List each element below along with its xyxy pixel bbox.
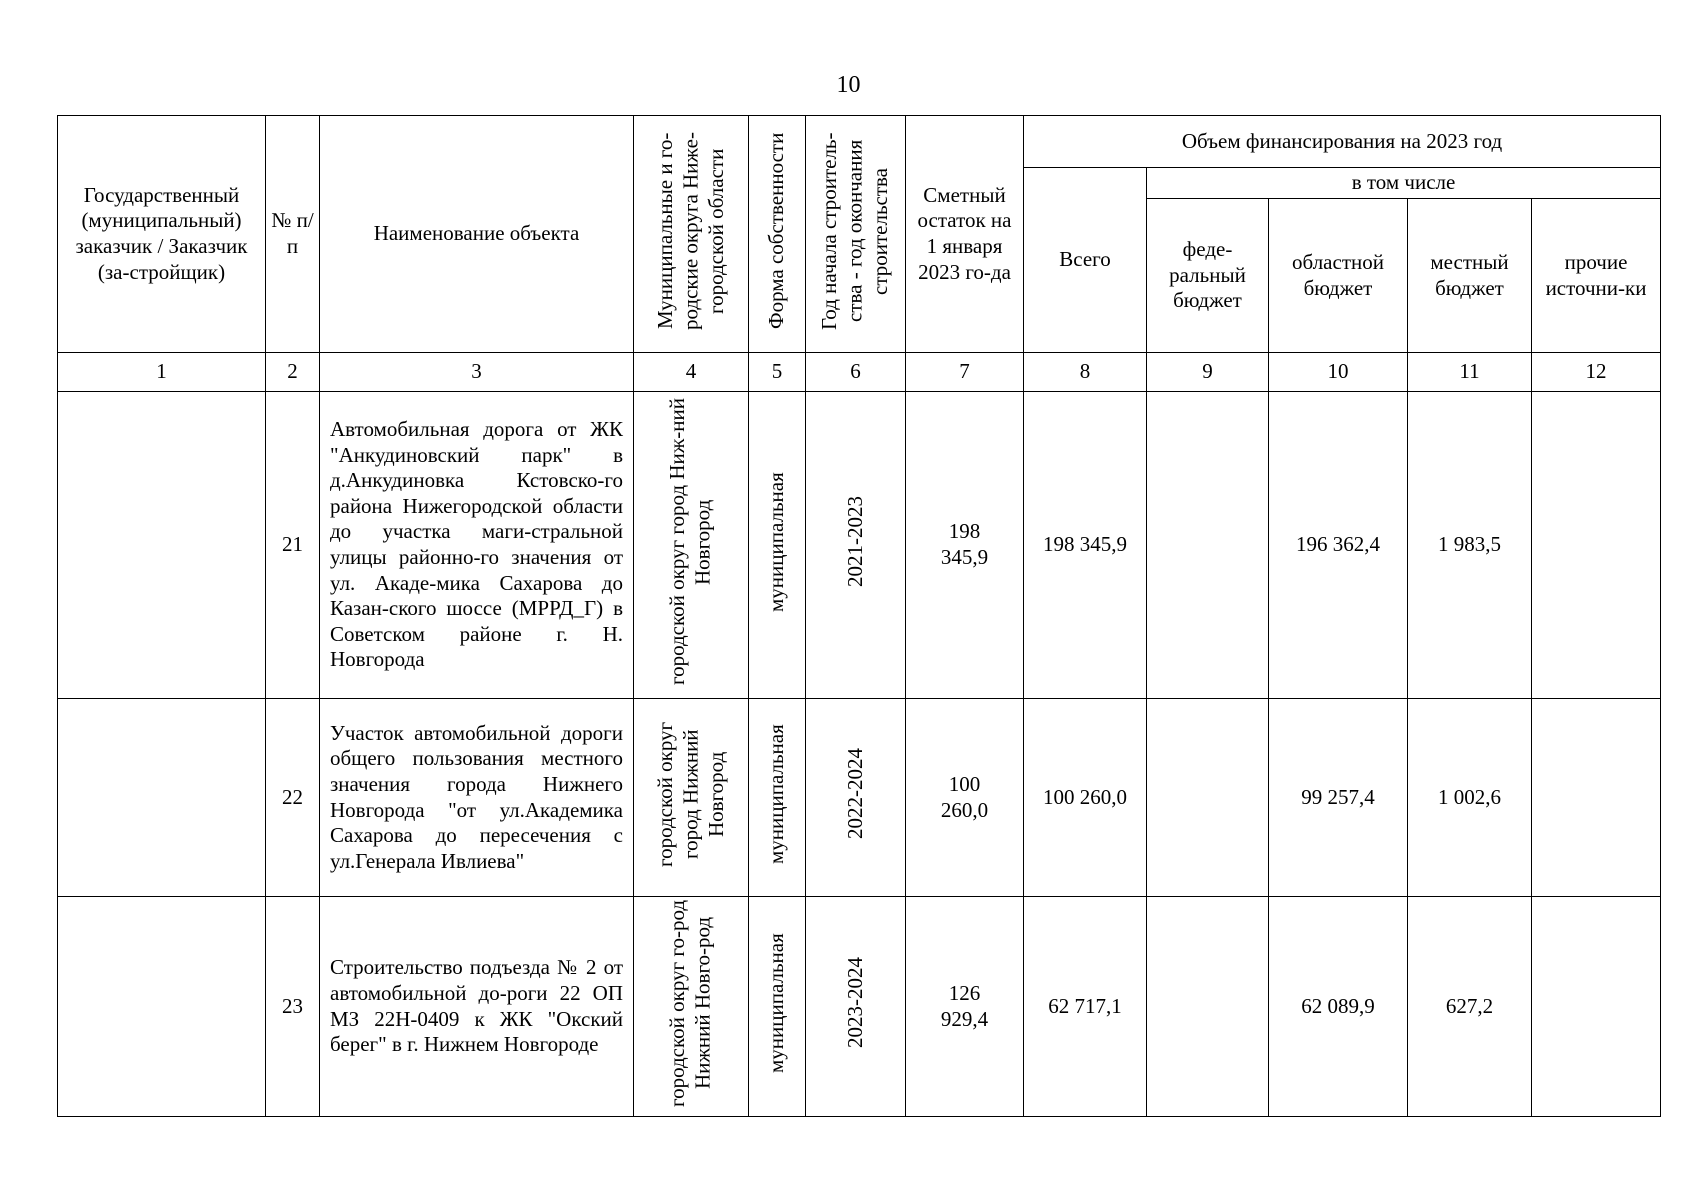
cell-estimate: 198 345,9 [906,392,1024,699]
column-number: 12 [1532,353,1661,392]
cell-local: 1 002,6 [1408,699,1532,897]
cell-other [1532,699,1661,897]
table-row [58,392,1661,699]
header-years: Год начала строитель-ства - год окончания строительства [806,116,906,353]
cell-regional: 196 362,4 [1269,392,1408,699]
column-number: 9 [1147,353,1269,392]
header-object-name: Наименование объекта [320,116,634,353]
cell-regional: 62 089,9 [1269,897,1408,1117]
cell-estimate: 100 260,0 [906,699,1024,897]
column-number: 10 [1269,353,1408,392]
cell-customer [58,897,266,1117]
header-districts: Муниципальные и го-родские округа Ниже-городской области [634,116,749,353]
header-financing: Объем финансирования на 2023 год [1024,116,1661,168]
cell-federal [1147,699,1269,897]
cell-total: 198 345,9 [1024,392,1147,699]
header-customer: Государственный (муниципальный) заказчик / Заказчик (за-стройщик) [58,116,266,353]
cell-district: городской округ город Ниж-ний Новгород [634,392,749,699]
cell-regional: 99 257,4 [1269,699,1408,897]
cell-years: 2022-2024 [806,699,906,897]
column-number: 2 [266,353,320,392]
column-number: 5 [749,353,806,392]
column-number: 8 [1024,353,1147,392]
cell-num: 23 [266,897,320,1117]
cell-local: 1 983,5 [1408,392,1532,699]
header-estimate: Сметный остаток на 1 января 2023 го-да [906,116,1024,353]
header-total: Всего [1024,168,1147,353]
cell-federal [1147,392,1269,699]
column-number: 6 [806,353,906,392]
header-local: местный бюджет [1408,199,1532,353]
financing-table [57,115,1661,1117]
cell-customer [58,699,266,897]
cell-customer [58,392,266,699]
column-number: 11 [1408,353,1532,392]
cell-total: 62 717,1 [1024,897,1147,1117]
table-row [58,897,1661,1117]
page-number: 10 [836,72,861,98]
header-other: прочие источни-ки [1532,199,1661,353]
header-including: в том числе [1147,168,1661,199]
cell-district: городской округ город Нижний Новгород [634,699,749,897]
cell-object-name: Автомобильная дорога от ЖК "Анкудиновский парк" в д.Анкудиновка Кстовско-го района Нижегородской области до участка маги-стральной улицы районно-го значения от ул. Акаде-мика Сахарова до Казан-ского шоссе (МРРД_Г) в Советском районе г. Н. Новгорода [320,392,634,699]
cell-ownership: муниципальная [749,392,806,699]
cell-num: 21 [266,392,320,699]
cell-other [1532,392,1661,699]
cell-estimate: 126 929,4 [906,897,1024,1117]
cell-district: городской округ го-род Нижний Новго-род [634,897,749,1117]
column-number: 4 [634,353,749,392]
cell-ownership: муниципальная [749,699,806,897]
cell-num: 22 [266,699,320,897]
header-num: № п/п [266,116,320,353]
column-number: 3 [320,353,634,392]
table-row [58,699,1661,897]
cell-other [1532,897,1661,1117]
column-number-row [58,353,1661,392]
cell-ownership: муниципальная [749,897,806,1117]
cell-federal [1147,897,1269,1117]
cell-years: 2021-2023 [806,392,906,699]
cell-years: 2023-2024 [806,897,906,1117]
cell-total: 100 260,0 [1024,699,1147,897]
column-number: 7 [906,353,1024,392]
header-ownership: Форма собственности [749,116,806,353]
cell-object-name: Строительство подъезда № 2 от автомобильной до-роги 22 ОП МЗ 22Н-0409 к ЖК "Окский берег" в г. Нижнем Новгороде [320,897,634,1117]
cell-object-name: Участок автомобильной дороги общего пользования местного значения города Нижнего Новгорода "от ул.Академика Сахарова до пересечения с ул.Генерала Ивлиева" [320,699,634,897]
header-federal: феде-ральный бюджет [1147,199,1269,353]
cell-local: 627,2 [1408,897,1532,1117]
column-number: 1 [58,353,266,392]
header-regional: областной бюджет [1269,199,1408,353]
